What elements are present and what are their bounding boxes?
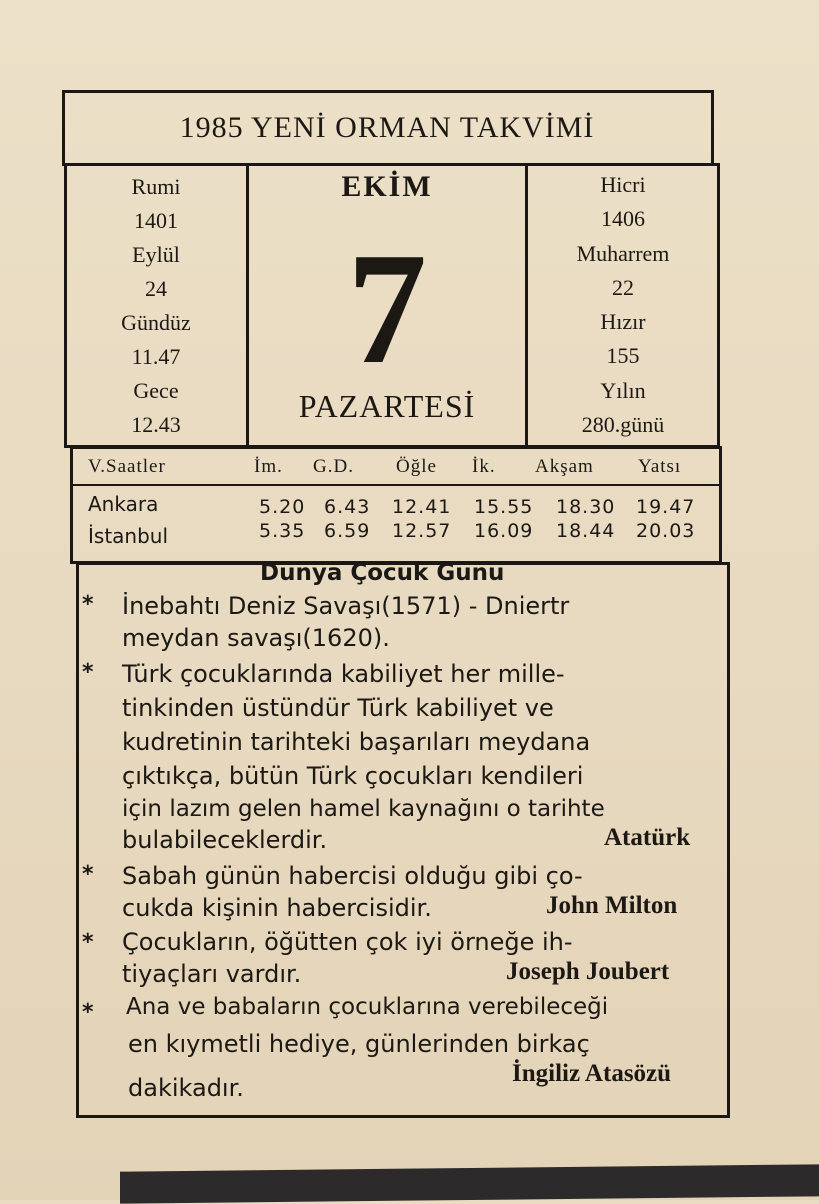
prayer-city-istanbul: İstanbul	[88, 524, 169, 548]
prayer-time: 18.30	[556, 496, 616, 518]
note-line: için lazım gelen hamel kaynağını o tarihte	[122, 796, 605, 822]
hizir-label: Hızır	[600, 309, 646, 335]
rumi-column	[67, 170, 245, 442]
bullet-5: *	[82, 1000, 94, 1025]
prayer-time: 12.41	[392, 496, 452, 518]
author-john-milton: John Milton	[546, 892, 678, 919]
author-ingiliz-atasozu: İngiliz Atasözü	[512, 1060, 672, 1087]
month-name: EKİM	[341, 170, 433, 203]
note-line: kudretinin tarihteki başarıları meydana	[122, 728, 591, 756]
rumi-month: Eylül	[132, 242, 180, 267]
note-line: İnebahtı Deniz Savaşı(1571) - Dniertr	[122, 592, 570, 620]
prayer-time: 5.35	[259, 520, 306, 542]
rumi-day: 24	[145, 276, 167, 301]
note-line: dakikadır.	[128, 1074, 244, 1102]
prayer-time: 19.47	[636, 496, 696, 518]
note-line: Türk çocuklarında kabiliyet her mille-	[122, 660, 565, 688]
gece-label: Gece	[133, 378, 179, 403]
prayer-header-yatsi: Yatsı	[638, 456, 682, 477]
prayer-header-divider	[70, 484, 722, 486]
gunduz-label: Gündüz	[121, 310, 191, 335]
notes-heading: Dünya Çocuk Günü	[260, 560, 505, 586]
hizir-value: 155	[606, 343, 640, 369]
prayer-time: 16.09	[474, 520, 534, 542]
prayer-time: 18.44	[556, 520, 616, 542]
author-joseph-joubert: Joseph Joubert	[506, 958, 670, 985]
note-line: bulabileceklerdir.	[122, 826, 328, 854]
prayer-header-ikindi: İk.	[472, 456, 496, 477]
note-line: Sabah günün habercisi olduğu gibi ço-	[122, 862, 583, 890]
prayer-time: 6.59	[324, 520, 371, 542]
note-line: Ana ve babaların çocuklarına verebileceği	[126, 994, 609, 1020]
hicri-label: Hicri	[600, 172, 646, 198]
prayer-header-imsak: İm.	[254, 456, 283, 477]
prayer-header-aksam: Akşam	[535, 456, 594, 477]
bullet-2: *	[82, 660, 94, 685]
rumi-year: 1401	[134, 208, 178, 233]
prayer-city-ankara: Ankara	[88, 492, 159, 516]
prayer-time: 15.55	[474, 496, 534, 518]
bullet-1: *	[82, 592, 94, 617]
hicri-column	[530, 168, 716, 442]
prayer-time: 20.03	[636, 520, 696, 542]
prayer-header-gunes: G.D.	[313, 456, 354, 477]
bullet-4: *	[82, 930, 94, 955]
hicri-month: Muharrem	[576, 240, 670, 266]
rumi-label: Rumi	[131, 174, 181, 199]
prayer-time: 12.57	[392, 520, 452, 542]
page-title: 1985 YENİ ORMAN TAKVİMİ	[179, 111, 595, 144]
gunduz-value: 11.47	[131, 344, 181, 369]
yilin-label: Yılın	[600, 377, 646, 403]
note-line: cukda kişinin habercisidir.	[122, 894, 432, 922]
day-number: 7	[347, 219, 427, 397]
hicri-year: 1406	[601, 206, 645, 232]
note-line: en kıymetli hediye, günlerinden birkaç	[128, 1030, 590, 1058]
prayer-time: 6.43	[324, 496, 371, 518]
note-line: meydan savaşı(1620).	[122, 624, 390, 652]
author-ataturk: Atatürk	[604, 824, 691, 851]
prayer-header-label: V.Saatler	[88, 456, 166, 477]
note-line: tiyaçları vardır.	[122, 960, 302, 988]
note-line: çıktıkça, bütün Türk çocukları kendileri	[122, 762, 584, 790]
note-line: Çocukların, öğütten çok iyi örneğe ih-	[122, 928, 573, 956]
note-line: tinkinden üstündür Türk kabiliyet ve	[122, 694, 554, 722]
yilin-value: 280.günü	[581, 411, 665, 437]
prayer-time: 5.20	[259, 496, 306, 518]
hicri-day: 22	[612, 274, 634, 300]
bullet-3: *	[82, 862, 94, 887]
weekday-name: PAZARTESİ	[298, 388, 476, 424]
gece-value: 12.43	[131, 412, 181, 437]
prayer-header-ogle: Öğle	[396, 456, 437, 477]
